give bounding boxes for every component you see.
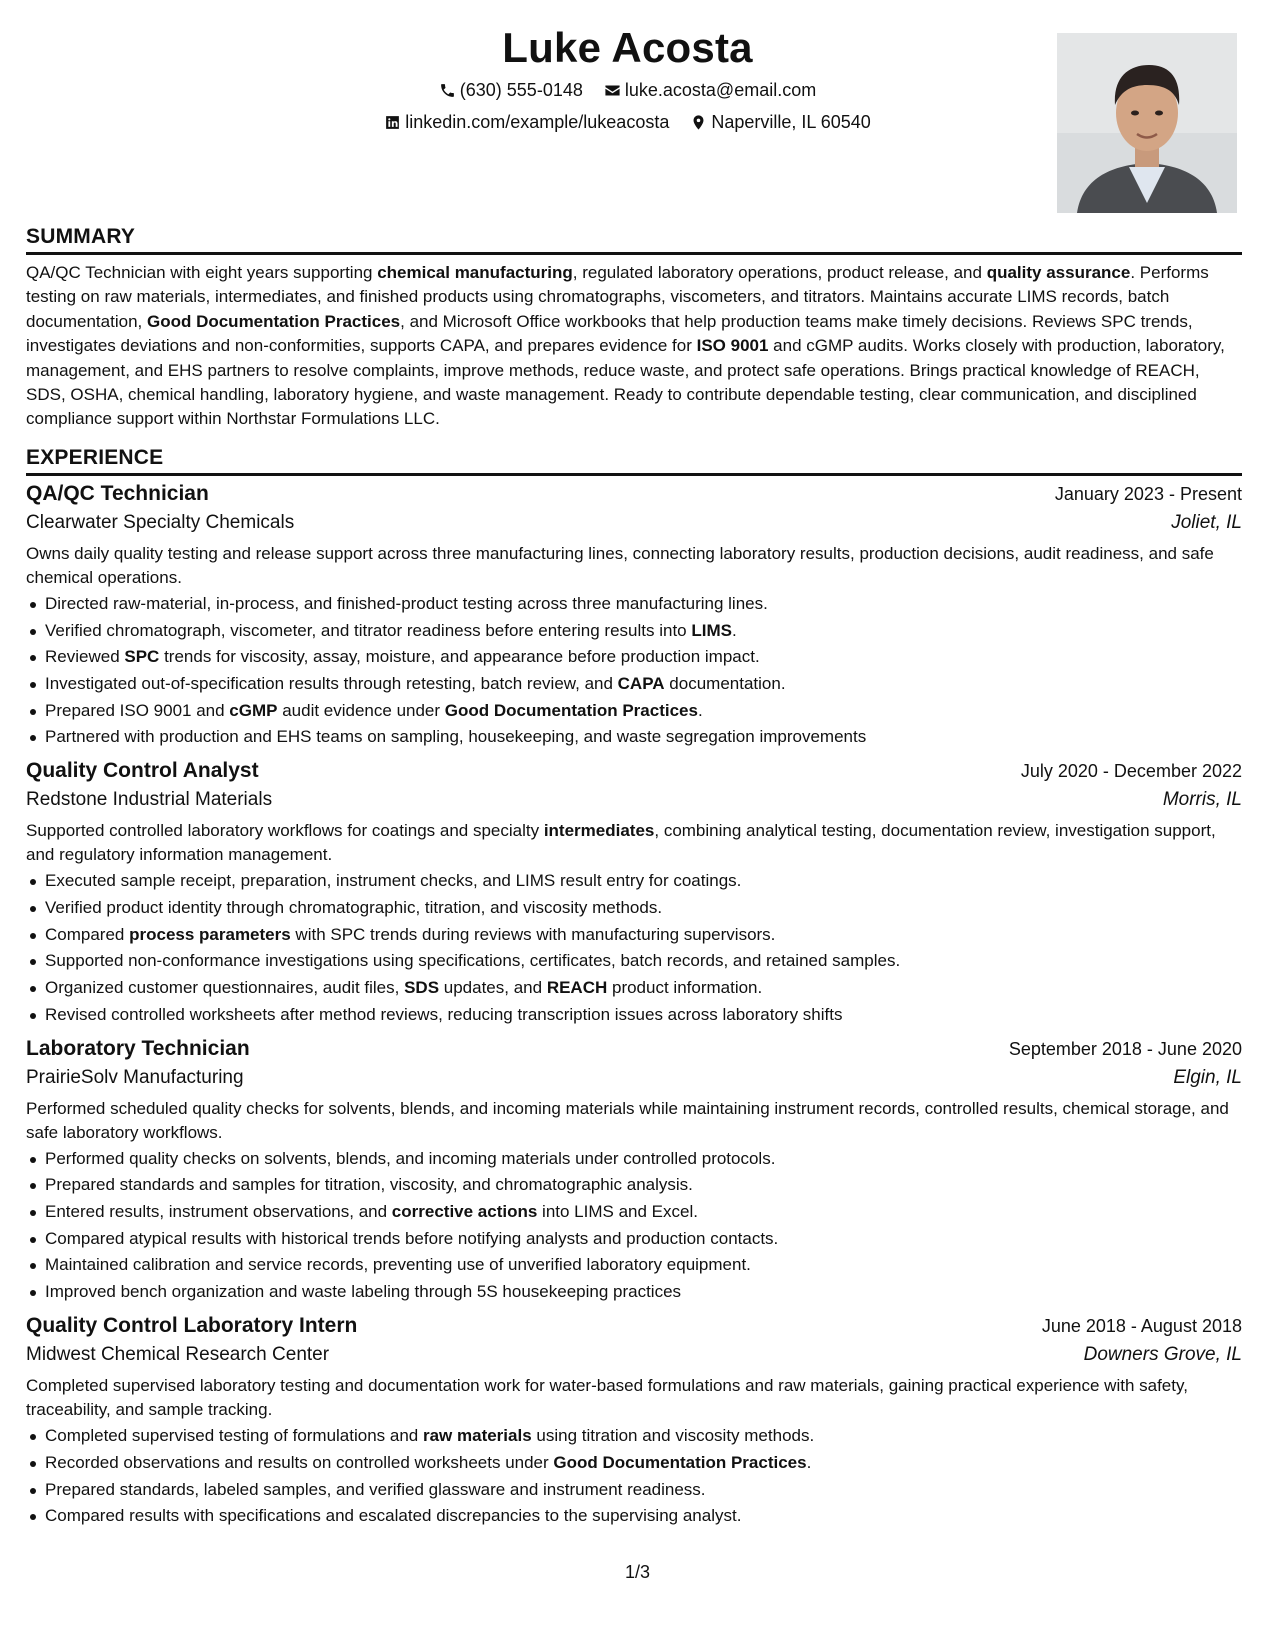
location-contact: [690, 112, 870, 133]
text-segment: Directed raw-material, in-process, and finished-product testing across three manufacturing lines.: [45, 593, 768, 613]
bold-keyword: intermediates: [543, 821, 655, 841]
bold-keyword: REACH: [546, 978, 608, 998]
job-description: [26, 819, 1242, 867]
email-text[interactable]: luke.acosta@email.com: [624, 80, 817, 100]
bullet-item: [26, 1504, 1242, 1528]
bullet-item: [26, 672, 1242, 696]
job-bullets: [26, 592, 1242, 749]
company-name: Clearwater Specialty Chemicals: [26, 511, 295, 533]
job-dates: June 2018 - August 2018: [1041, 1316, 1242, 1337]
bullet-item: [26, 592, 1242, 616]
text-segment: into LIMS and Excel.: [537, 1202, 698, 1222]
text-segment: , and Microsoft Office workbooks that help production teams make timely decisions. Reviews SPC trends, investigates deviations and non-conformities, supports CAPA, and prepares evidence for: [26, 311, 1193, 356]
bullet-item: [26, 1173, 1242, 1197]
bold-keyword: LIMS: [691, 620, 732, 640]
text-segment: Compared atypical results with historical trends before notifying analysts and production contacts.: [45, 1228, 779, 1248]
text-segment: Prepared standards and samples for titration, viscosity, and chromatographic analysis.: [45, 1175, 693, 1195]
email-contact[interactable]: [604, 80, 816, 101]
job-title: QA/QC Technician: [26, 481, 209, 505]
text-segment: Supported non-conformance investigations using specifications, certificates, batch records, and retained samples.: [45, 951, 901, 971]
phone-icon: [439, 82, 456, 99]
company-name: Redstone Industrial Materials: [26, 789, 273, 811]
job-entry: [26, 482, 1242, 749]
text-segment: Executed sample receipt, preparation, instrument checks, and LIMS result entry for coatings.: [45, 871, 742, 891]
text-segment: documentation.: [664, 673, 786, 693]
resume-header: [0, 24, 1275, 214]
page-number: 1/3: [624, 1562, 651, 1582]
bold-keyword: raw materials: [422, 1426, 532, 1446]
text-segment: using titration and viscosity methods.: [531, 1426, 815, 1446]
text-segment: Prepared ISO 9001 and: [45, 700, 230, 720]
text-segment: Performed scheduled quality checks for solvents, blends, and incoming materials while maintaining instrument records, controlled results, chemical storage, and safe laboratory workflows.: [26, 1098, 1229, 1142]
bullet-item: [26, 725, 1242, 749]
job-bullets: [26, 1147, 1242, 1304]
bold-keyword: CAPA: [617, 673, 665, 693]
text-segment: Owns daily quality testing and release support across three manufacturing lines, connecting laboratory results, production decisions, audit readiness, and safe chemical operations.: [26, 543, 1214, 587]
job-entry: [26, 1314, 1242, 1528]
linkedin-text[interactable]: linkedin.com/example/lukeacosta: [405, 112, 670, 132]
text-segment: Revised controlled worksheets after method reviews, reducing transcription issues across laboratory shifts: [45, 1004, 843, 1024]
experience-heading: EXPERIENCE: [26, 446, 1242, 476]
bold-keyword: Good Documentation Practices: [444, 700, 698, 720]
location-text: Naperville, IL 60540: [711, 112, 871, 132]
bullet-item: [26, 1424, 1242, 1448]
job-title: Laboratory Technician: [26, 1036, 250, 1060]
bullet-item: [26, 949, 1242, 973]
text-segment: . Performs testing on raw materials, intermediates, and finished products using chromatographs, viscometers, and titrators. Maintains accurate LIMS records, batch documentation,: [26, 263, 1209, 331]
bullet-item: [26, 869, 1242, 893]
text-segment: , combining analytical testing, documentation review, investigation support, and regulatory information management.: [26, 821, 1216, 865]
bold-keyword: corrective actions: [391, 1202, 538, 1222]
text-segment: Verified product identity through chromatographic, titration, and viscosity methods.: [45, 897, 663, 917]
bold-keyword: Good Documentation Practices: [553, 1452, 807, 1472]
bullet-item: [26, 976, 1242, 1000]
text-segment: Prepared standards, labeled samples, and verified glassware and instrument readiness.: [45, 1479, 706, 1499]
bullet-item: [26, 1478, 1242, 1502]
linkedin-icon: [384, 114, 401, 131]
text-segment: QA/QC Technician with eight years supporting: [26, 263, 378, 282]
company-name: PrairieSolv Manufacturing: [26, 1066, 244, 1088]
job-title: Quality Control Analyst: [26, 759, 259, 783]
job-description: [26, 542, 1242, 590]
text-segment: audit evidence under: [277, 700, 445, 720]
text-segment: updates, and: [439, 978, 547, 998]
text-segment: Organized customer questionnaires, audit files,: [45, 978, 405, 998]
bold-keyword: ISO 9001: [696, 336, 769, 356]
bold-keyword: SDS: [404, 978, 440, 998]
text-segment: .: [731, 620, 737, 640]
bold-keyword: chemical manufacturing: [377, 263, 573, 282]
bold-keyword: Good Documentation Practices: [146, 311, 401, 331]
text-segment: Completed supervised laboratory testing and documentation work for water-based formulations and raw materials, gaining practical experience with safety, traceability, and sample tracking.: [26, 1376, 1188, 1420]
text-segment: Verified chromatograph, viscometer, and titrator readiness before entering results into: [45, 620, 692, 640]
bullet-item: [26, 1253, 1242, 1277]
bullet-item: [26, 1227, 1242, 1251]
bullet-item: [26, 923, 1242, 947]
text-segment: .: [697, 700, 703, 720]
company-name: Midwest Chemical Research Center: [26, 1344, 330, 1366]
job-location: Joliet, IL: [1171, 511, 1242, 533]
bullet-item: [26, 699, 1242, 723]
bullet-item: [26, 645, 1242, 669]
text-segment: .: [806, 1452, 812, 1472]
bullet-item: [26, 619, 1242, 643]
job-dates: September 2018 - June 2020: [1008, 1038, 1242, 1059]
job-location: Morris, IL: [1162, 789, 1242, 811]
text-segment: Performed quality checks on solvents, blends, and incoming materials under controlled protocols.: [45, 1148, 776, 1168]
bullet-item: [26, 1003, 1242, 1027]
job-entry: [26, 1037, 1242, 1304]
text-segment: Compared: [45, 924, 130, 944]
summary-heading: SUMMARY: [26, 225, 1242, 255]
bold-keyword: quality assurance: [986, 263, 1131, 282]
experience-section: [26, 446, 1242, 1528]
bullet-item: [26, 1451, 1242, 1475]
text-segment: Investigated out-of-specification results through retesting, batch review, and: [45, 673, 618, 693]
text-segment: , regulated laboratory operations, product release, and: [572, 263, 987, 282]
text-segment: Partnered with production and EHS teams on sampling, housekeeping, and waste segregation improvements: [45, 727, 867, 747]
text-segment: Supported controlled laboratory workflows for coatings and specialty: [26, 821, 544, 841]
text-segment: trends for viscosity, assay, moisture, and appearance before production impact.: [159, 647, 760, 667]
text-segment: Reviewed: [45, 647, 125, 667]
bullet-item: [26, 1280, 1242, 1304]
phone-contact: [439, 80, 583, 101]
text-segment: Compared results with specifications and escalated discrepancies to the supervising analyst.: [45, 1506, 742, 1526]
text-segment: Maintained calibration and service records, preventing use of unverified laboratory equipment.: [45, 1255, 751, 1275]
bold-keyword: process parameters: [129, 924, 291, 944]
text-segment: with SPC trends during reviews with manufacturing supervisors.: [290, 924, 776, 944]
candidate-name: Luke Acosta: [502, 24, 753, 71]
bold-keyword: cGMP: [229, 700, 278, 720]
map-pin-icon: [690, 114, 707, 131]
job-dates: July 2020 - December 2022: [1020, 761, 1242, 782]
job-description: [26, 1374, 1242, 1422]
text-segment: product information.: [607, 978, 763, 998]
phone-text: (630) 555-0148: [459, 80, 583, 100]
job-location: Downers Grove, IL: [1083, 1344, 1242, 1366]
summary-section: [26, 225, 1242, 432]
job-title: Quality Control Laboratory Intern: [26, 1314, 358, 1338]
bullet-item: [26, 896, 1242, 920]
text-segment: and cGMP audits. Works closely with production, laboratory, management, and EHS partners to resolve complaints, improve methods, reduce waste, and protect safe operations. Brings practical knowledge of REACH, SDS, OSHA, chemical handling, laboratory hygiene, and waste management. Ready to contribute dependable testing, clear communication, and disciplined compliance support within Northstar Formulations LLC.: [26, 336, 1225, 429]
bullet-item: [26, 1147, 1242, 1171]
job-description: [26, 1097, 1242, 1145]
job-location: Elgin, IL: [1173, 1066, 1242, 1088]
job-bullets: [26, 869, 1242, 1026]
bold-keyword: SPC: [124, 647, 160, 667]
job-entry: [26, 759, 1242, 1026]
profile-photo: [1057, 33, 1237, 213]
bullet-item: [26, 1200, 1242, 1224]
resume-content: [26, 225, 1242, 1538]
text-segment: Improved bench organization and waste labeling through 5S housekeeping practices: [45, 1282, 682, 1302]
linkedin-contact[interactable]: [384, 112, 669, 133]
envelope-icon: [604, 82, 621, 99]
text-segment: Recorded observations and results on controlled worksheets under: [45, 1452, 554, 1472]
summary-text: [26, 261, 1242, 432]
text-segment: Entered results, instrument observations, and: [45, 1202, 392, 1222]
job-bullets: [26, 1424, 1242, 1528]
text-segment: Completed supervised testing of formulations and: [45, 1426, 423, 1446]
job-dates: January 2023 - Present: [1054, 483, 1242, 504]
